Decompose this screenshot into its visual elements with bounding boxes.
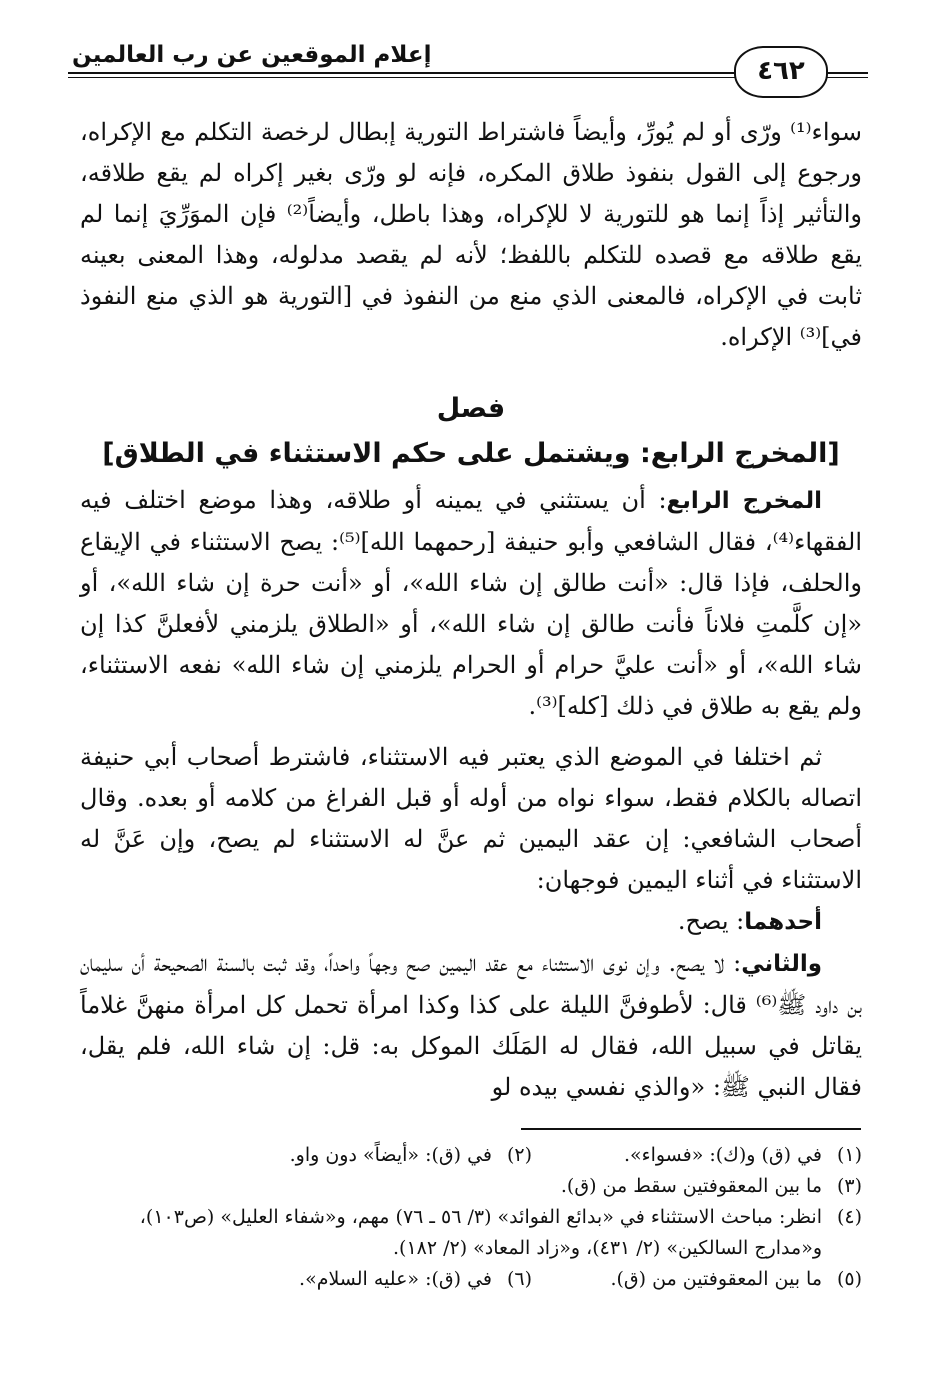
- footnotes: [80, 1140, 862, 1295]
- footnote-5: [532, 1264, 862, 1295]
- paragraph-5: [80, 943, 862, 1108]
- footnote-3: [80, 1171, 862, 1202]
- paragraph-4: [80, 901, 862, 943]
- footnote-number: (٥): [836, 1268, 862, 1290]
- footnote-separator: [521, 1128, 861, 1130]
- paragraph-gap: [80, 727, 862, 737]
- page-number-badge: ٤٦٢: [734, 46, 828, 98]
- paragraph-1: سواء⁽¹⁾ ورّى أو لم يُورِّ، وأيضاً فاشتراط التورية إبطال لرخصة التكلم مع الإكراه، ورجوع إلى القول بنفوذ طلاق المكره، فإنه لو ورّى بغير إكراه لم يقع طلاقه، والتأثير إذاً إنما هو للتورية لا للإكراه، وهذا باطل، وأيضاً⁽²⁾ فإن الموَرِّيَ إنما لم يقع طلاقه مع قصده للتكلم باللفظ؛ لأنه لم يقصد مدلوله، وهذا المعنى بعينه ثابت في الإكراه، فالمعنى الذي منع من النفوذ في [التورية هو الذي منع النفوذ في]⁽³⁾ الإكراه.: [80, 118, 862, 351]
- page-header: [68, 38, 868, 98]
- paragraph-2: [80, 480, 862, 727]
- footnote-number: (٦): [506, 1268, 532, 1290]
- footnote-number: (٢): [506, 1144, 532, 1166]
- footnote-text: في (ق): «عليه السلام».: [299, 1268, 492, 1290]
- footnote-text: في (ق) و(ك): «فسواء».: [623, 1144, 822, 1166]
- paragraph-4-text: : يصح.: [677, 907, 745, 935]
- footnote-2: [290, 1140, 532, 1171]
- footnote-row: [80, 1264, 862, 1295]
- footnote-4: [80, 1202, 862, 1264]
- paragraph-4-lead: أحدهما: [744, 909, 822, 935]
- paragraph-2-lead: المخرج الرابع: [666, 488, 822, 514]
- section-heading: [المخرج الرابع: ويشتمل على حكم الاستثناء في الطلاق]: [102, 438, 840, 469]
- footnote-1: [532, 1140, 862, 1171]
- paragraph-5-text: : لا يصح. وإن نوى الاستثناء مع عقد اليمين صح وجهاً واحداً، وقد ثبت بالسنة الصحيحة أن سليمان بن داود ﷺ⁽⁶⁾ قال: لأطوفنَّ الليلة على كذا وكذا امرأة تحمل كل امرأة منهنَّ غلاماً يقاتل في سبيل الله، فقال له المَلَك الموكل به: قل: إن شاء الله، فلم يقل، فقال النبي ﷺ: «والذي نفسي بيده لو: [80, 949, 862, 1101]
- footnote-number: (١): [836, 1144, 862, 1166]
- footnote-text: انظر: مباحث الاستثناء في «بدائع الفوائد» (٣/ ٥٦ ـ ٧٦) مهم، و«شفاء العليل» (ص١٠٣)، و«مدارج السالكين» (٢/ ٤٣١)، و«زاد المعاد» (٢/ ١٨٢).: [139, 1206, 822, 1259]
- footnote-6: [299, 1264, 532, 1295]
- footnote-text: في (ق): «أيضاً» دون واو.: [289, 1144, 492, 1166]
- paragraph-3: ثم اختلفا في الموضع الذي يعتبر فيه الاستثناء، فاشترط أصحاب أبي حنيفة اتصاله بالكلام فقط، سواء نواه من أوله أو قبل الفراغ من كلامه أو بعده. وقال أصحاب الشافعي: إن عقد اليمين ثم عنَّ له الاستثناء لم يصح، وإن عَنَّ له الاستثناء في أثناء اليمين فوجهان:: [80, 743, 862, 894]
- footnote-row: [80, 1140, 862, 1171]
- main-text: [80, 112, 862, 1108]
- footnote-number: (٣): [836, 1175, 862, 1197]
- paragraph-5-lead: والثاني: [741, 951, 823, 977]
- footnote-text: ما بين المعقوفتين من (ق).: [610, 1268, 822, 1290]
- section-label: فصل: [436, 393, 506, 424]
- footnote-text: ما بين المعقوفتين سقط من (ق).: [560, 1175, 822, 1197]
- paragraph-2-text: : أن يستثني في يمينه أو طلاقه، وهذا موضع اختلف فيه الفقهاء⁽⁴⁾، فقال الشافعي وأبو حنيفة [رحمهما الله]⁽⁵⁾: يصح الاستثناء في الإيقاع والحلف، فإذا قال: «أنت طالق إن شاء الله»، أو «أنت حرة إن شاء الله»، أو «إن كلَّمتِ فلاناً فأنت طالق إن شاء الله»، أو «الطلاق يلزمني لأفعلنَّ كذا إن شاء الله»، أو «أنت عليَّ حرام أو الحرام يلزمني إن شاء الله» نفعه الاستثناء، ولم يقع به طلاق في ذلك [كله]⁽³⁾.: [80, 486, 862, 720]
- book-title: إعلام الموقعين عن رب العالمين: [68, 42, 441, 68]
- footnote-number: (٤): [836, 1206, 862, 1228]
